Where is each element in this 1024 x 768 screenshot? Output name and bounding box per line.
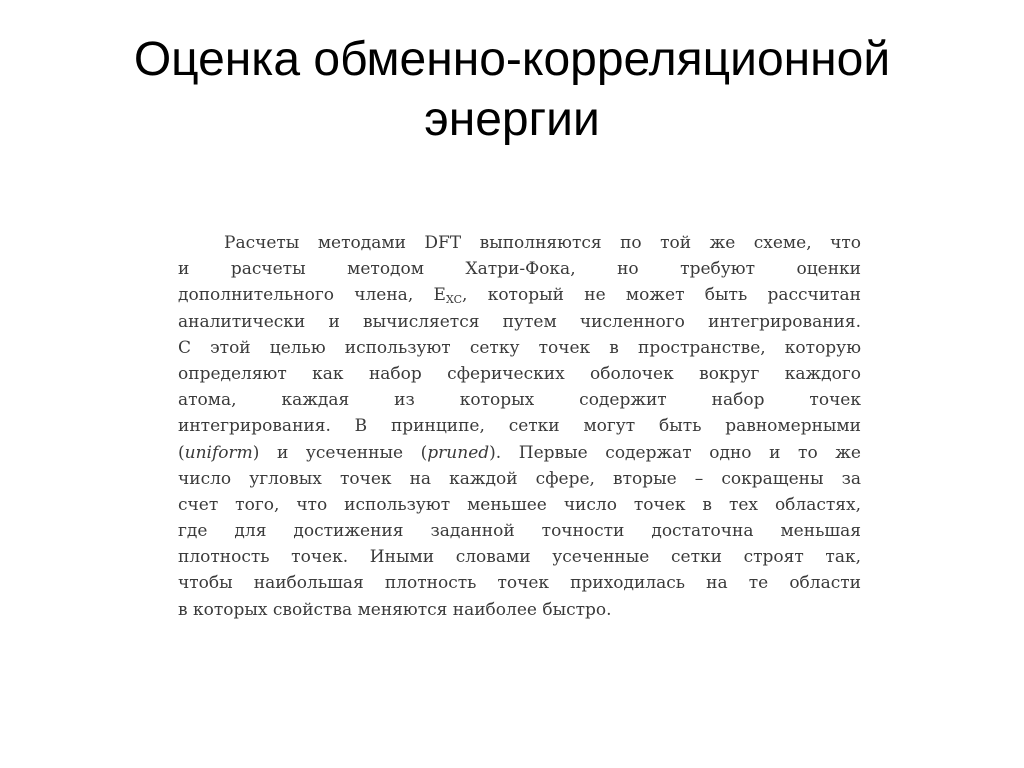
slide-title-line-1: Оценка обменно-корреляционной bbox=[133, 33, 891, 86]
text-line-14: чтобы наибольшая плотность точек приходилась на те области bbox=[178, 573, 861, 594]
text-line-6: определяют как набор сферических оболочек вокруг каждого bbox=[178, 363, 861, 384]
text-line-10: число угловых точек на каждой сфере, вторые – сокращены за bbox=[178, 468, 861, 489]
text-line-7: атома, каждая из которых содержит набор точек bbox=[178, 390, 861, 411]
slide-title-line-2: энергии bbox=[424, 93, 600, 146]
text-line-13: плотность точек. Иными словами усеченные сетки строят так, bbox=[178, 547, 861, 568]
text-line-9-part-b: ) и усеченные ( bbox=[252, 442, 428, 463]
text-line-4: аналитически и вычисляется путем численного интегрирования. bbox=[178, 311, 861, 332]
text-line-11: счет того, что используют меньшее число точек в тех областях, bbox=[178, 494, 861, 515]
text-line-5: С этой целью используют сетку точек в пространстве, которую bbox=[178, 337, 861, 358]
text-line-1: Расчеты методами DFT выполняются по той же схеме, что bbox=[224, 233, 861, 253]
text-line-12: где для достижения заданной точности достаточна меньшая bbox=[178, 521, 861, 542]
text-line-3-end: , который не может быть рассчитан bbox=[462, 285, 861, 306]
exc-subscript: XC bbox=[445, 293, 462, 307]
text-line-2: и расчеты методом Хатри-Фока, но требуют оценки bbox=[178, 259, 861, 280]
text-line-9-part-c: ). Первые содержат одно и то же bbox=[489, 442, 861, 463]
text-line-3-start: дополнительного члена, E bbox=[178, 285, 446, 306]
text-line-9-part-a: ( bbox=[178, 442, 185, 463]
term-uniform: uniform bbox=[184, 442, 253, 463]
scanned-text-block bbox=[178, 230, 861, 623]
text-line-3 bbox=[178, 282, 861, 308]
text-line-9 bbox=[178, 440, 861, 466]
slide-title bbox=[40, 30, 984, 150]
text-line-8: интегрирования. В принципе, сетки могут быть равномерными bbox=[178, 416, 861, 437]
text-line-15: в которых свойства меняются наиболее быстро. bbox=[178, 599, 612, 620]
term-pruned: pruned bbox=[427, 442, 490, 463]
